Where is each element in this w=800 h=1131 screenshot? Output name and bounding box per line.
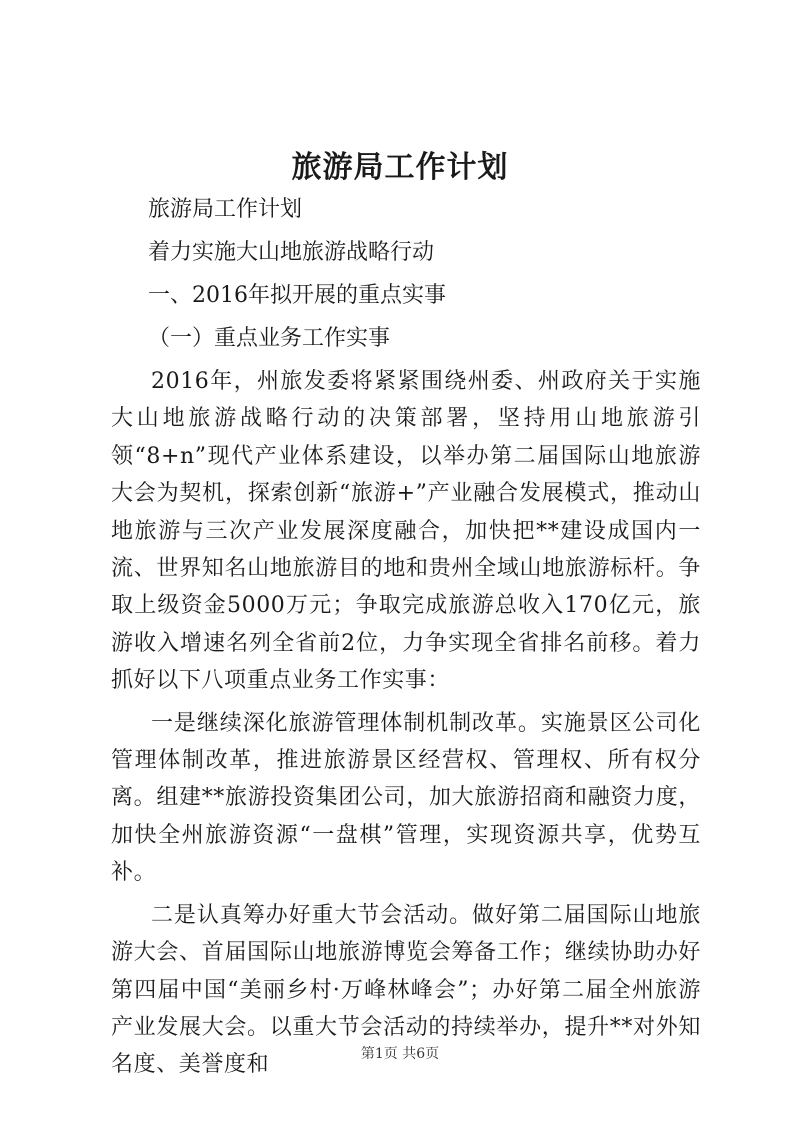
- paragraph-item-2: 二是认真筹办好重大节会活动。做好第二届国际山地旅游大会、首届国际山地旅游博览会筹备工作；继续协助办好第四届中国“美丽乡村·万峰林峰会”；办好第二届全州旅游产业发展大会。以重大节会活动的持续举办，提升**对外知名度、美誉度和: [111, 902, 701, 1078]
- paragraph-item-1: 一是继续深化旅游管理体制机制改革。实施景区公司化管理体制改革，推进旅游景区经营权、管理权、所有权分离。组建**旅游投资集团公司，加大旅游招商和融资力度，加快全州旅游资源“一盘棋”管理，实现资源共享，优势互补。: [111, 710, 701, 886]
- page-number-label: 第1页 共6页: [360, 1046, 440, 1062]
- subtitle-line: 旅游局工作计划: [148, 197, 303, 222]
- page-footer: [0, 1043, 800, 1063]
- subsection-heading: （一）重点业务工作实事: [148, 326, 391, 351]
- document-body: [111, 191, 701, 1089]
- section-heading: 一、2016年拟开展的重点实事: [148, 283, 446, 308]
- strategy-heading: 着力实施大山地旅游战略行动: [148, 240, 435, 265]
- document-title: 旅游局工作计划: [291, 150, 509, 185]
- paragraph-intro: 2016年，州旅发委将紧紧围绕州委、州政府关于实施大山地旅游战略行动的决策部署，坚持用山地旅游引领“8+n”现代产业体系建设，以举办第二届国际山地旅游大会为契机，探索创新“旅游+”产业融合发展模式，推动山地旅游与三次产业发展深度融合，加快把**建设成国内一流、世界知名山地旅游目的地和贵州全域山地旅游标杆。争取上级资金5000万元；争取完成旅游总收入170亿元，旅游收入增速名列全省前2位，力争实现全省排名前移。着力抓好以下八项重点业务工作实事：: [111, 369, 701, 694]
